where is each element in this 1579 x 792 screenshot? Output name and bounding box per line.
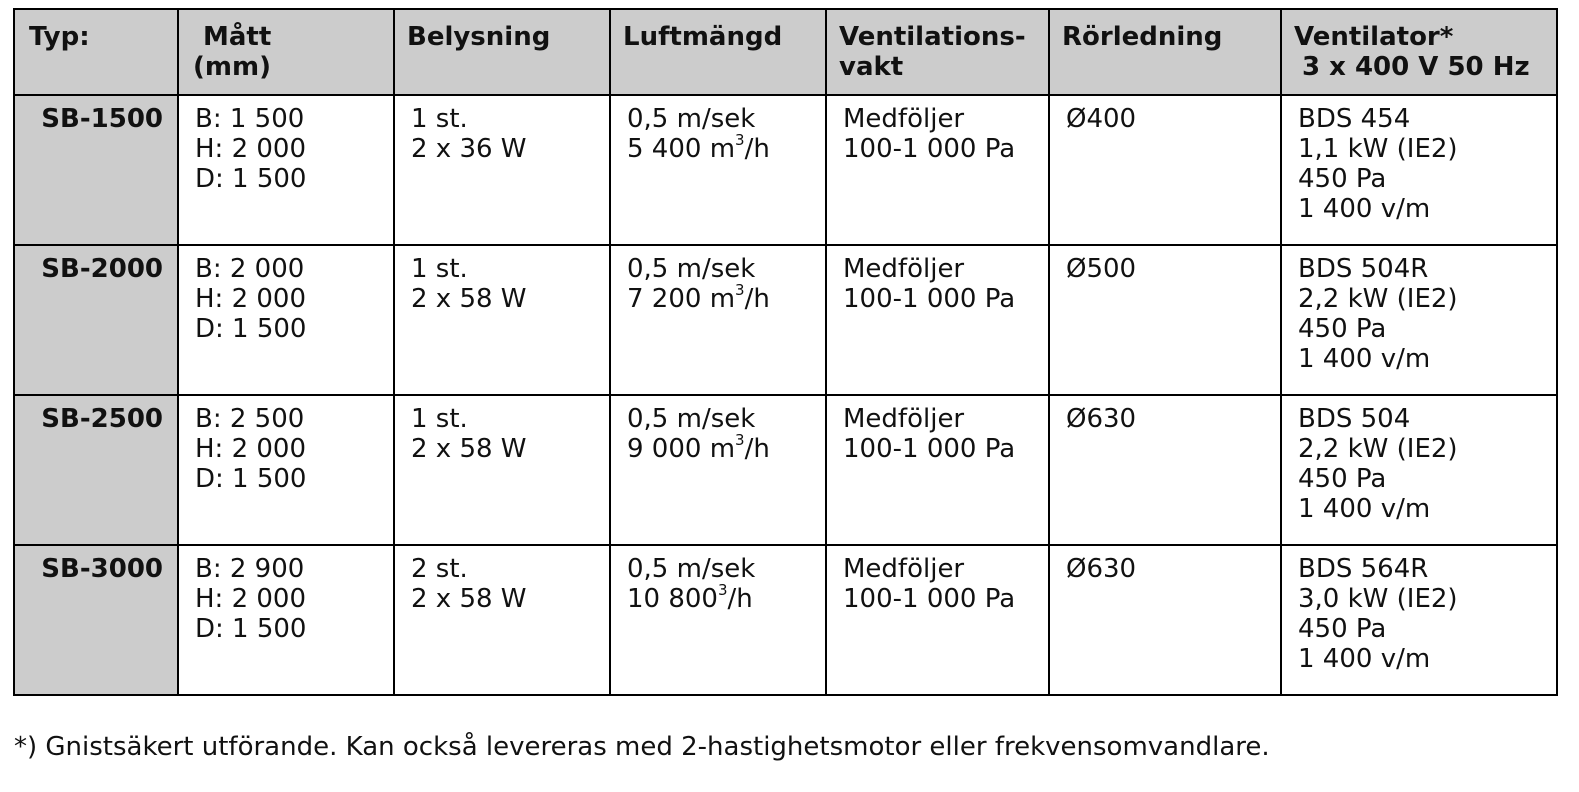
fan-spec-line: 2,2 kW (IE2)	[1298, 284, 1458, 314]
header-vakt-line-2: vakt	[839, 52, 904, 82]
lighting-line: 2 x 58 W	[411, 284, 527, 314]
pipe-diameter: Ø630	[1066, 554, 1137, 584]
header-vakt-line-1: Ventilations-	[839, 22, 1026, 52]
dimension-line: D: 1 500	[195, 614, 307, 644]
lighting-line: 2 x 58 W	[411, 584, 527, 614]
air-flow-exponent: 3	[735, 131, 745, 150]
fan-spec-line: 1 400 v/m	[1298, 644, 1431, 674]
header-ventilator-line-2: 3 x 400 V 50 Hz	[1302, 52, 1530, 82]
guard-line: Medföljer	[843, 554, 965, 584]
air-flow-exponent: 3	[717, 581, 728, 600]
dimension-line: B: 1 500	[195, 104, 305, 134]
lighting-line: 1 st.	[411, 404, 468, 434]
header-row	[14, 9, 1557, 95]
cell-matt	[178, 395, 394, 545]
air-flow-value: 10 800	[627, 584, 718, 614]
cell-ventilator	[1281, 245, 1557, 395]
guard-line: Medföljer	[843, 254, 965, 284]
dimension-line: B: 2 000	[195, 254, 305, 284]
cell-ventilator	[1281, 395, 1557, 545]
model-name: SB-3000	[41, 554, 163, 584]
fan-spec-line: BDS 504	[1298, 404, 1411, 434]
header-ventilator-line-1: Ventilator*	[1294, 22, 1454, 52]
header-rorledning	[1049, 9, 1281, 95]
model-name: SB-2000	[41, 254, 163, 284]
cell-belysning	[394, 95, 610, 245]
fan-spec-line: 450 Pa	[1298, 614, 1387, 644]
guard-line: 100-1 000 Pa	[843, 434, 1016, 464]
fan-spec-line: BDS 504R	[1298, 254, 1429, 284]
fan-spec-line: 1,1 kW (IE2)	[1298, 134, 1458, 164]
lighting-line: 2 x 36 W	[411, 134, 527, 164]
model-name: SB-1500	[41, 104, 163, 134]
fan-spec-line: 1 400 v/m	[1298, 194, 1431, 224]
cell-ventilationsvakt	[826, 245, 1049, 395]
fan-spec-line: 1 400 v/m	[1298, 344, 1431, 374]
dimension-line: B: 2 900	[195, 554, 305, 584]
cell-matt	[178, 245, 394, 395]
header-luftmangd	[610, 9, 826, 95]
cell-luftmangd	[610, 545, 826, 695]
fan-spec-line: 1 400 v/m	[1298, 494, 1431, 524]
header-matt-line-1: Mått	[203, 22, 272, 52]
lighting-line: 1 st.	[411, 104, 468, 134]
footnote: *) Gnistsäkert utförande. Kan också levereras med 2-hastighetsmotor eller frekvensomvandlare.	[14, 732, 1270, 762]
cell-ventilator	[1281, 95, 1557, 245]
cell-rorledning	[1049, 95, 1281, 245]
cell-luftmangd	[610, 395, 826, 545]
header-luftmangd-label: Luftmängd	[623, 22, 783, 52]
cell-matt	[178, 545, 394, 695]
air-flow	[627, 581, 825, 614]
table-body	[14, 95, 1557, 695]
table-row	[14, 545, 1557, 695]
cell-rorledning	[1049, 545, 1281, 695]
air-flow-unit: /h	[727, 584, 753, 614]
guard-line: 100-1 000 Pa	[843, 134, 1016, 164]
lighting-line: 1 st.	[411, 254, 468, 284]
fan-spec-line: BDS 564R	[1298, 554, 1429, 584]
air-flow-value: 5 400 m	[627, 134, 736, 164]
header-matt-line-2: (mm)	[193, 52, 271, 82]
header-matt	[178, 9, 394, 95]
fan-spec-line: 3,0 kW (IE2)	[1298, 584, 1458, 614]
dimension-line: H: 2 000	[195, 434, 307, 464]
air-flow	[627, 281, 825, 314]
dimension-line: D: 1 500	[195, 164, 307, 194]
air-flow-unit: /h	[744, 134, 770, 164]
model-name: SB-2500	[41, 404, 163, 434]
air-flow	[627, 131, 825, 164]
guard-line: 100-1 000 Pa	[843, 584, 1016, 614]
lighting-line: 2 st.	[411, 554, 468, 584]
pipe-diameter: Ø400	[1066, 104, 1137, 134]
cell-typ	[14, 545, 178, 695]
dimension-line: D: 1 500	[195, 464, 307, 494]
spec-table	[13, 8, 1558, 696]
dimension-line: H: 2 000	[195, 134, 307, 164]
dimension-line: D: 1 500	[195, 314, 307, 344]
lighting-line: 2 x 58 W	[411, 434, 527, 464]
air-speed: 0,5 m/sek	[627, 404, 756, 434]
cell-ventilationsvakt	[826, 395, 1049, 545]
header-ventilator	[1281, 9, 1557, 95]
air-flow-unit: /h	[744, 434, 770, 464]
cell-typ	[14, 395, 178, 545]
fan-spec-line: 450 Pa	[1298, 314, 1387, 344]
table-row	[14, 245, 1557, 395]
table-row	[14, 395, 1557, 545]
air-flow-unit: /h	[744, 284, 770, 314]
fan-spec-line: BDS 454	[1298, 104, 1411, 134]
air-speed: 0,5 m/sek	[627, 254, 756, 284]
air-speed: 0,5 m/sek	[627, 104, 756, 134]
header-typ-label: Typ:	[29, 22, 90, 52]
header-belysning	[394, 9, 610, 95]
guard-line: 100-1 000 Pa	[843, 284, 1016, 314]
dimension-line: B: 2 500	[195, 404, 305, 434]
dimension-line: H: 2 000	[195, 584, 307, 614]
air-flow-exponent: 3	[735, 281, 745, 300]
header-belysning-label: Belysning	[407, 22, 551, 52]
cell-luftmangd	[610, 95, 826, 245]
header-ventilationsvakt	[826, 9, 1049, 95]
cell-belysning	[394, 545, 610, 695]
guard-line: Medföljer	[843, 104, 965, 134]
cell-typ	[14, 95, 178, 245]
pipe-diameter: Ø500	[1066, 254, 1137, 284]
air-flow-value: 7 200 m	[627, 284, 736, 314]
air-speed: 0,5 m/sek	[627, 554, 756, 584]
fan-spec-line: 450 Pa	[1298, 164, 1387, 194]
cell-belysning	[394, 395, 610, 545]
cell-rorledning	[1049, 395, 1281, 545]
header-typ	[14, 9, 178, 95]
cell-ventilationsvakt	[826, 545, 1049, 695]
table-row	[14, 95, 1557, 245]
air-flow-value: 9 000 m	[627, 434, 736, 464]
cell-typ	[14, 245, 178, 395]
cell-ventilator	[1281, 545, 1557, 695]
guard-line: Medföljer	[843, 404, 965, 434]
air-flow-exponent: 3	[735, 431, 745, 450]
header-rorledning-label: Rörledning	[1062, 22, 1223, 52]
fan-spec-line: 450 Pa	[1298, 464, 1387, 494]
pipe-diameter: Ø630	[1066, 404, 1137, 434]
fan-spec-line: 2,2 kW (IE2)	[1298, 434, 1458, 464]
cell-belysning	[394, 245, 610, 395]
cell-rorledning	[1049, 245, 1281, 395]
cell-luftmangd	[610, 245, 826, 395]
dimension-line: H: 2 000	[195, 284, 307, 314]
air-flow	[627, 431, 825, 464]
cell-ventilationsvakt	[826, 95, 1049, 245]
cell-matt	[178, 95, 394, 245]
